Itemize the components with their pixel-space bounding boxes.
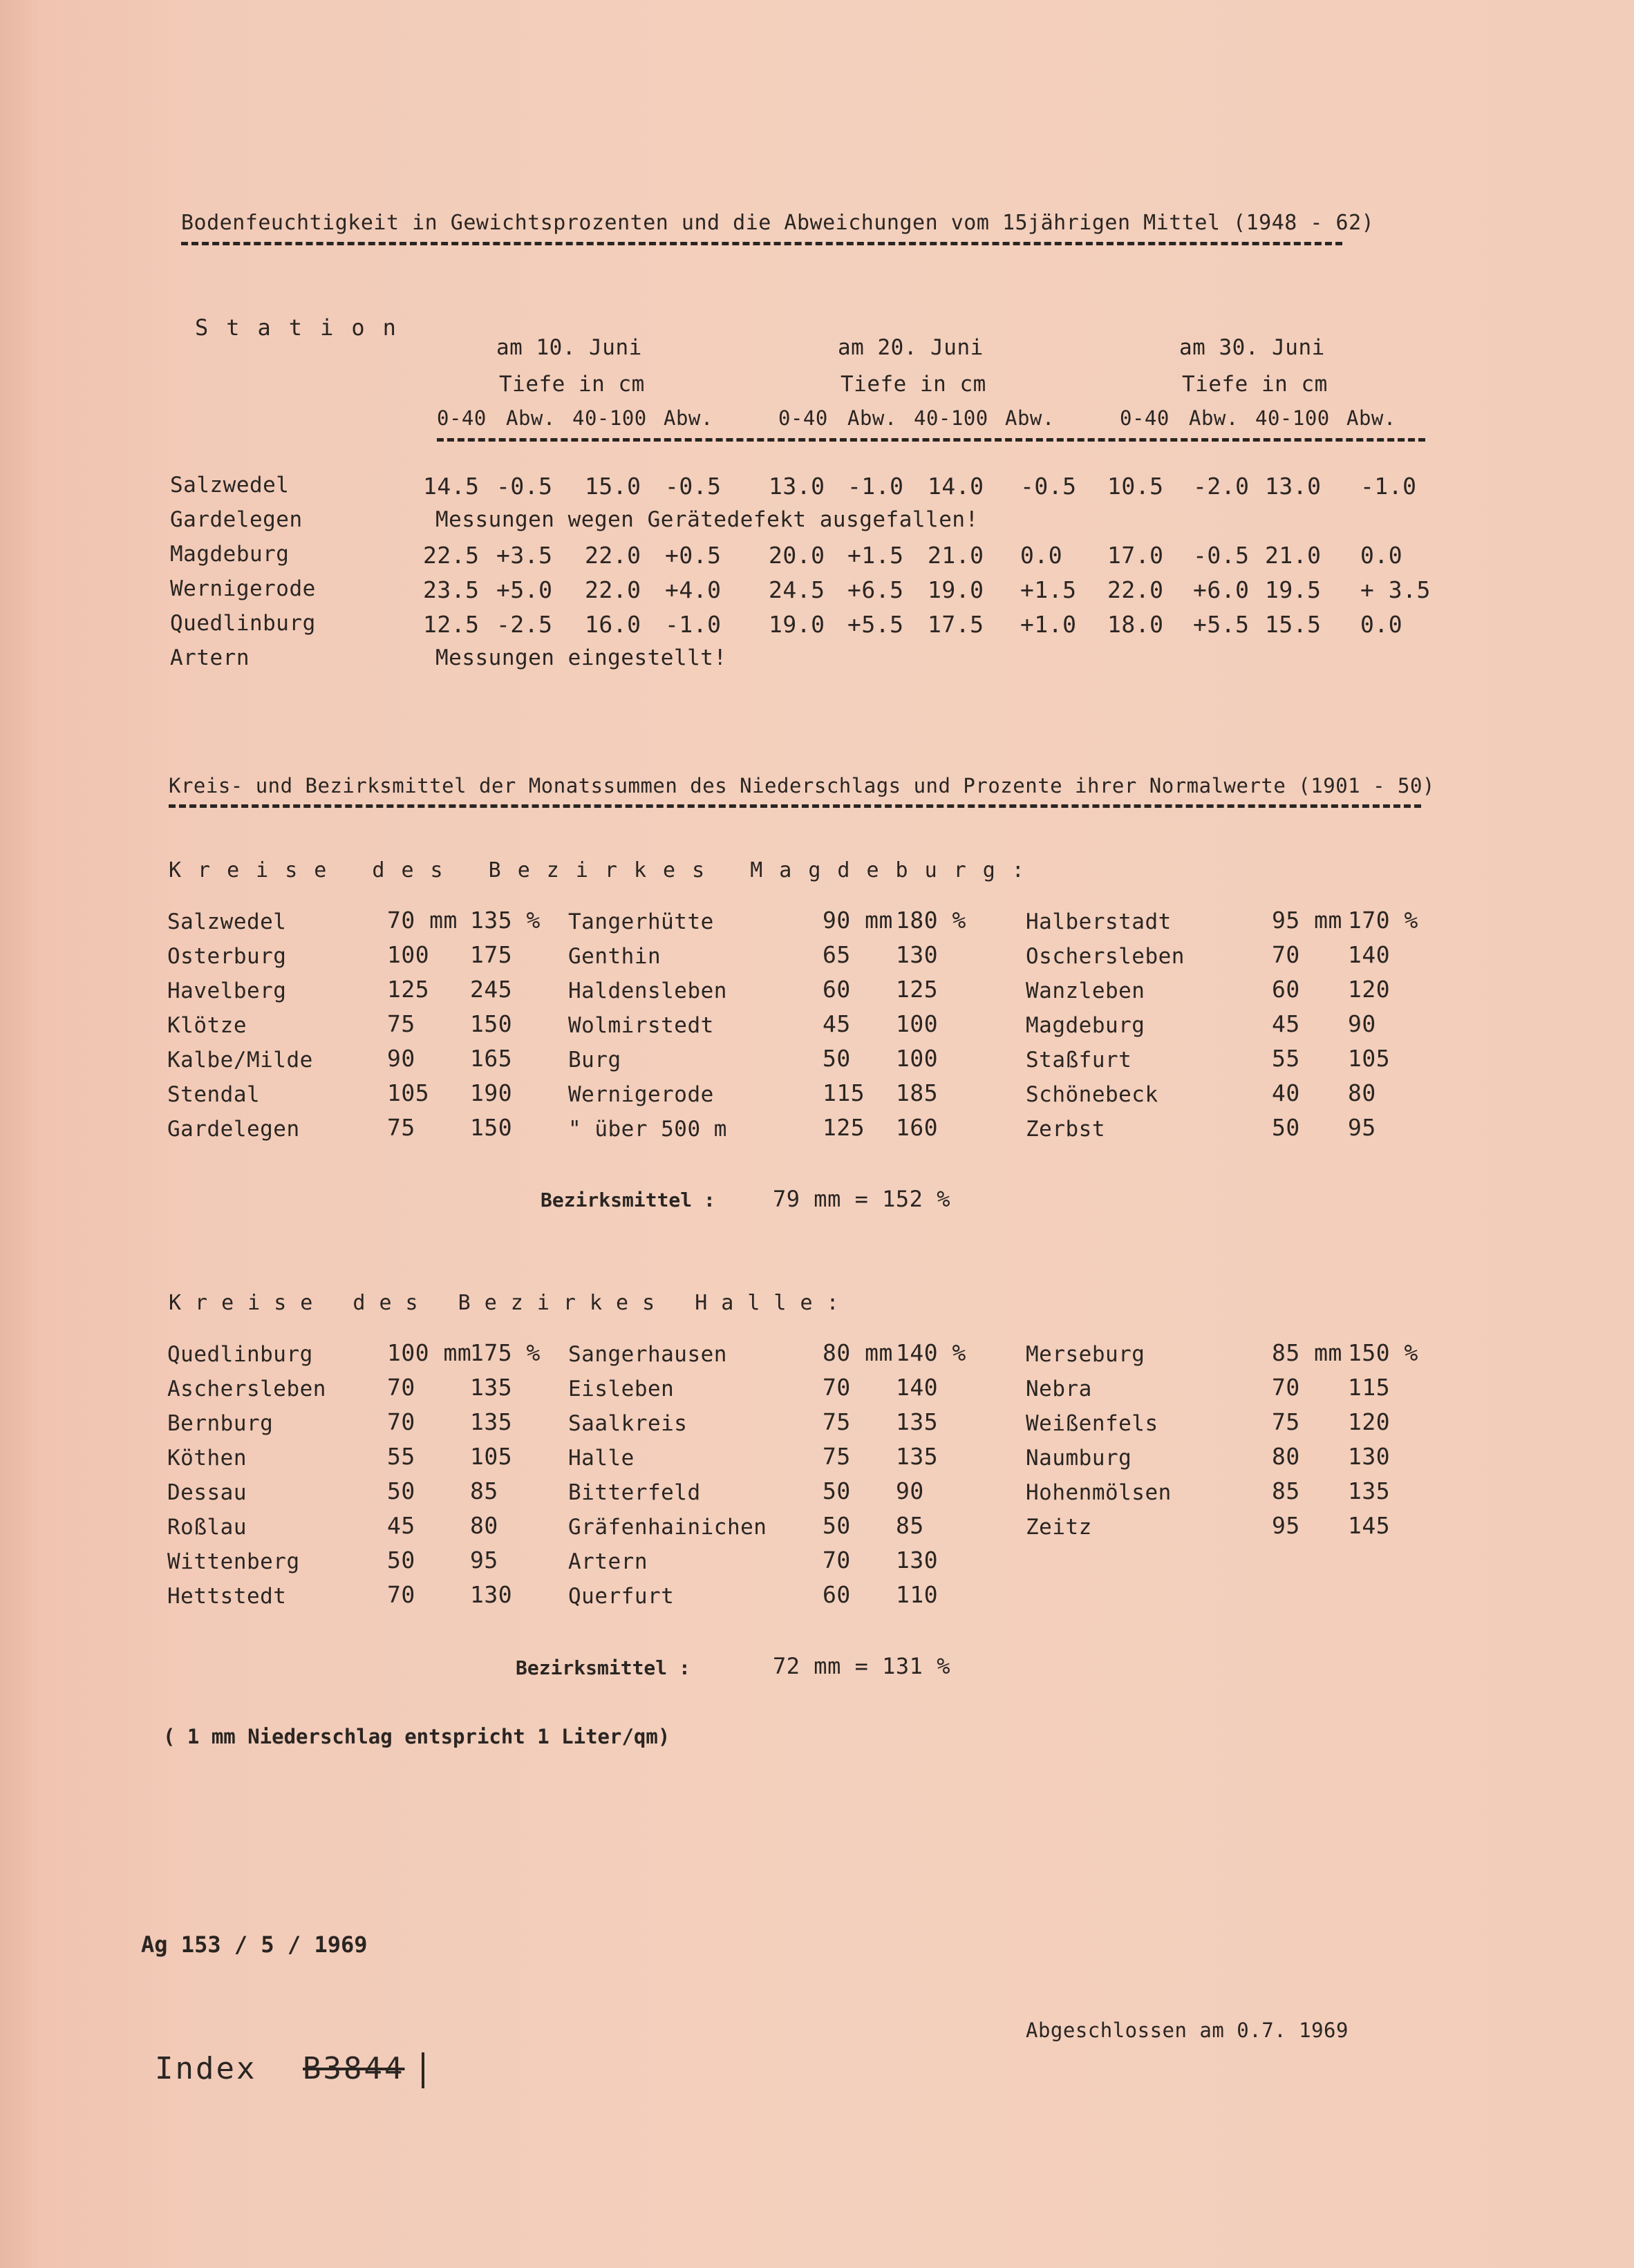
district-name: Naumburg bbox=[1026, 1446, 1132, 1471]
district-mm: 60 bbox=[823, 976, 851, 1003]
district-mm: 50 bbox=[387, 1477, 415, 1504]
district-name: Wittenberg bbox=[167, 1549, 300, 1574]
district-name: Aschersleben bbox=[167, 1377, 326, 1401]
district-name: " über 500 m bbox=[568, 1117, 727, 1142]
district-mm: 70 bbox=[387, 1408, 415, 1435]
depth-header: Tiefe in cm bbox=[499, 372, 645, 397]
district-name: Zerbst bbox=[1026, 1117, 1105, 1142]
station-name: Gardelegen bbox=[170, 507, 303, 532]
soil-value: -1.0 bbox=[665, 611, 722, 638]
district-name: Klötze bbox=[167, 1013, 247, 1038]
district-mm: 70 bbox=[823, 1374, 851, 1401]
halle-mean-value: 72 mm = 131 % bbox=[773, 1653, 950, 1679]
soil-value: 13.0 bbox=[769, 473, 825, 500]
soil-value: 10.5 bbox=[1107, 473, 1164, 500]
district-percent: 150 bbox=[470, 1010, 513, 1037]
station-name: Wernigerode bbox=[170, 576, 316, 601]
soil-value: -1.0 bbox=[847, 473, 904, 500]
district-name: Stendal bbox=[167, 1082, 261, 1107]
magdeburg-heading: Kreise des Bezirkes Magdeburg: bbox=[169, 858, 1041, 882]
district-mm: 70 bbox=[1272, 941, 1300, 968]
district-mm: 50 bbox=[387, 1547, 415, 1574]
district-name: Schönebeck bbox=[1026, 1082, 1158, 1107]
district-percent: 135 bbox=[1348, 1477, 1391, 1504]
district-name: Haldensleben bbox=[568, 979, 727, 1003]
station-note: Messungen wegen Gerätedefekt ausgefallen! bbox=[435, 507, 979, 532]
district-percent: 90 bbox=[896, 1477, 924, 1504]
district-percent: 90 bbox=[1348, 1010, 1376, 1037]
district-mm: 90 bbox=[387, 1045, 415, 1072]
soil-value: +0.5 bbox=[665, 542, 722, 569]
soil-header-underline bbox=[437, 438, 1425, 442]
district-name: Bitterfeld bbox=[568, 1480, 701, 1505]
district-name: Saalkreis bbox=[568, 1411, 688, 1436]
district-percent: 185 bbox=[896, 1079, 939, 1106]
district-mm: 45 bbox=[1272, 1010, 1300, 1037]
district-mm: 75 bbox=[823, 1408, 851, 1435]
soil-value: 0.0 bbox=[1360, 611, 1403, 638]
magdeburg-mean-label: Bezirksmittel : bbox=[541, 1189, 715, 1211]
soil-value: -0.5 bbox=[665, 473, 722, 500]
district-mm: 95 bbox=[1272, 1512, 1300, 1539]
district-percent: 135 bbox=[470, 1374, 513, 1401]
soil-value: 21.0 bbox=[1265, 542, 1322, 569]
date-header: am 30. Juni bbox=[1179, 335, 1325, 360]
district-mm: 85 mm bbox=[1272, 1339, 1342, 1366]
soil-value: 22.5 bbox=[423, 542, 480, 569]
district-percent: 130 bbox=[896, 941, 939, 968]
soil-value: 16.0 bbox=[585, 611, 641, 638]
district-percent: 95 bbox=[1348, 1114, 1376, 1141]
district-percent: 180 % bbox=[896, 907, 966, 934]
district-percent: 140 % bbox=[896, 1339, 966, 1366]
soil-value: 15.0 bbox=[585, 473, 641, 500]
soil-value: +3.5 bbox=[496, 542, 553, 569]
district-percent: 135 bbox=[896, 1443, 939, 1470]
district-mm: 95 mm bbox=[1272, 907, 1342, 934]
station-name: Salzwedel bbox=[170, 473, 290, 498]
station-note: Messungen eingestellt! bbox=[435, 645, 727, 670]
district-name: Tangerhütte bbox=[568, 909, 714, 934]
soil-value: +4.0 bbox=[665, 576, 722, 603]
soil-value: 19.0 bbox=[769, 611, 825, 638]
soil-value: 14.0 bbox=[928, 473, 984, 500]
soil-value: +1.5 bbox=[1020, 576, 1077, 603]
district-percent: 135 bbox=[470, 1408, 513, 1435]
district-percent: 130 bbox=[470, 1581, 513, 1608]
soil-value: -0.5 bbox=[1193, 542, 1250, 569]
district-name: Kalbe/Milde bbox=[167, 1048, 313, 1072]
district-mm: 125 bbox=[823, 1114, 865, 1141]
district-percent: 245 bbox=[470, 976, 513, 1003]
district-name: Merseburg bbox=[1026, 1342, 1145, 1367]
district-percent: 165 bbox=[470, 1045, 513, 1072]
soil-value: 21.0 bbox=[928, 542, 984, 569]
district-percent: 105 bbox=[470, 1443, 513, 1470]
district-percent: 140 bbox=[896, 1374, 939, 1401]
soil-value: 17.5 bbox=[928, 611, 984, 638]
district-percent: 110 bbox=[896, 1581, 939, 1608]
reference-number: Ag 153 / 5 / 1969 bbox=[141, 1931, 368, 1958]
district-name: Wolmirstedt bbox=[568, 1013, 714, 1038]
district-mm: 45 bbox=[823, 1010, 851, 1037]
soil-value: 14.5 bbox=[423, 473, 480, 500]
precip-footnote: ( 1 mm Niederschlag entspricht 1 Liter/qm) bbox=[163, 1725, 670, 1748]
district-name: Hettstedt bbox=[167, 1584, 287, 1609]
district-name: Sangerhausen bbox=[568, 1342, 727, 1367]
district-mm: 100 mm bbox=[387, 1339, 472, 1366]
district-name: Nebra bbox=[1026, 1377, 1092, 1401]
district-name: Artern bbox=[568, 1549, 648, 1574]
column-header: Abw. bbox=[664, 406, 713, 430]
halle-mean-label: Bezirksmittel : bbox=[516, 1656, 691, 1679]
completion-date: Abgeschlossen am 0.7. 1969 bbox=[1026, 2019, 1349, 2042]
magdeburg-mean-value: 79 mm = 152 % bbox=[773, 1186, 950, 1212]
district-mm: 60 bbox=[823, 1581, 851, 1608]
station-name: Artern bbox=[170, 645, 250, 670]
column-header: Abw. bbox=[506, 406, 556, 430]
column-header: 40-100 bbox=[914, 406, 988, 430]
district-percent: 160 bbox=[896, 1114, 939, 1141]
precip-title: Kreis- und Bezirksmittel der Monatssummen des Niederschlags und Prozente ihrer Normalwerte (1901 - 50) bbox=[169, 774, 1421, 808]
district-name: Halberstadt bbox=[1026, 909, 1172, 934]
soil-value: -1.0 bbox=[1360, 473, 1417, 500]
district-percent: 125 bbox=[896, 976, 939, 1003]
index-bar bbox=[422, 2052, 424, 2088]
soil-value: 24.5 bbox=[769, 576, 825, 603]
district-mm: 50 bbox=[823, 1512, 851, 1539]
district-percent: 95 bbox=[470, 1547, 498, 1574]
soil-value: -2.5 bbox=[496, 611, 553, 638]
district-mm: 65 bbox=[823, 941, 851, 968]
district-name: Genthin bbox=[568, 944, 661, 969]
district-mm: 80 mm bbox=[823, 1339, 893, 1366]
district-mm: 50 bbox=[1272, 1114, 1300, 1141]
district-name: Roßlau bbox=[167, 1515, 247, 1540]
district-name: Wanzleben bbox=[1026, 979, 1145, 1003]
district-percent: 80 bbox=[1348, 1079, 1376, 1106]
soil-value: 0.0 bbox=[1360, 542, 1403, 569]
district-name: Salzwedel bbox=[167, 909, 287, 934]
district-percent: 85 bbox=[896, 1512, 924, 1539]
column-header: 40-100 bbox=[572, 406, 647, 430]
district-name: Dessau bbox=[167, 1480, 247, 1505]
soil-value: 23.5 bbox=[423, 576, 480, 603]
district-percent: 115 bbox=[1348, 1374, 1391, 1401]
soil-value: +1.0 bbox=[1020, 611, 1077, 638]
district-name: Gardelegen bbox=[167, 1117, 300, 1142]
district-mm: 80 bbox=[1272, 1443, 1300, 1470]
district-percent: 105 bbox=[1348, 1045, 1391, 1072]
district-mm: 70 bbox=[1272, 1374, 1300, 1401]
district-mm: 75 bbox=[387, 1114, 415, 1141]
index-label: Index bbox=[155, 2051, 257, 2086]
soil-title: Bodenfeuchtigkeit in Gewichtsprozenten und die Abweichungen vom 15jährigen Mittel (1948 - 62) bbox=[181, 211, 1342, 245]
column-header: Abw. bbox=[847, 406, 897, 430]
district-name: Bernburg bbox=[167, 1411, 274, 1436]
column-header: Abw. bbox=[1346, 406, 1396, 430]
district-mm: 45 bbox=[387, 1512, 415, 1539]
district-mm: 70 mm bbox=[387, 907, 458, 934]
district-name: Weißenfels bbox=[1026, 1411, 1158, 1436]
district-mm: 75 bbox=[1272, 1408, 1300, 1435]
district-percent: 135 % bbox=[470, 907, 541, 934]
soil-value: 22.0 bbox=[585, 576, 641, 603]
column-header: 0-40 bbox=[778, 406, 828, 430]
district-mm: 125 bbox=[387, 976, 430, 1003]
soil-value: +1.5 bbox=[847, 542, 904, 569]
district-percent: 100 bbox=[896, 1010, 939, 1037]
district-mm: 85 bbox=[1272, 1477, 1300, 1504]
district-mm: 100 bbox=[387, 941, 430, 968]
soil-value: + 3.5 bbox=[1360, 576, 1431, 603]
district-mm: 55 bbox=[387, 1443, 415, 1470]
district-name: Köthen bbox=[167, 1446, 247, 1471]
district-percent: 175 % bbox=[470, 1339, 541, 1366]
district-mm: 50 bbox=[823, 1045, 851, 1072]
district-mm: 70 bbox=[823, 1547, 851, 1574]
index-value: B3844 bbox=[303, 2051, 405, 2086]
district-name: Burg bbox=[568, 1048, 621, 1072]
district-mm: 50 bbox=[823, 1477, 851, 1504]
district-name: Halle bbox=[568, 1446, 635, 1471]
district-mm: 115 bbox=[823, 1079, 865, 1106]
soil-value: -0.5 bbox=[1020, 473, 1077, 500]
column-header: 40-100 bbox=[1255, 406, 1330, 430]
soil-value: 13.0 bbox=[1265, 473, 1322, 500]
district-percent: 120 bbox=[1348, 1408, 1391, 1435]
soil-value: -2.0 bbox=[1193, 473, 1250, 500]
soil-value: +5.5 bbox=[847, 611, 904, 638]
district-name: Eisleben bbox=[568, 1377, 675, 1401]
district-mm: 70 bbox=[387, 1581, 415, 1608]
station-label: Station bbox=[195, 314, 414, 341]
soil-value: +6.0 bbox=[1193, 576, 1250, 603]
column-header: Abw. bbox=[1189, 406, 1239, 430]
district-percent: 190 bbox=[470, 1079, 513, 1106]
soil-value: 20.0 bbox=[769, 542, 825, 569]
district-name: Magdeburg bbox=[1026, 1013, 1145, 1038]
district-percent: 170 % bbox=[1348, 907, 1418, 934]
soil-value: -0.5 bbox=[496, 473, 553, 500]
district-name: Osterburg bbox=[167, 944, 287, 969]
district-name: Staßfurt bbox=[1026, 1048, 1132, 1072]
district-name: Havelberg bbox=[167, 979, 287, 1003]
column-header: Abw. bbox=[1005, 406, 1055, 430]
district-percent: 80 bbox=[470, 1512, 498, 1539]
district-mm: 40 bbox=[1272, 1079, 1300, 1106]
soil-value: 19.5 bbox=[1265, 576, 1322, 603]
soil-value: +6.5 bbox=[847, 576, 904, 603]
station-name: Magdeburg bbox=[170, 542, 290, 567]
district-name: Quedlinburg bbox=[167, 1342, 313, 1367]
depth-header: Tiefe in cm bbox=[841, 372, 986, 397]
soil-value: +5.0 bbox=[496, 576, 553, 603]
district-mm: 75 bbox=[823, 1443, 851, 1470]
district-percent: 140 bbox=[1348, 941, 1391, 968]
district-percent: 100 bbox=[896, 1045, 939, 1072]
soil-value: +5.5 bbox=[1193, 611, 1250, 638]
district-mm: 55 bbox=[1272, 1045, 1300, 1072]
district-name: Wernigerode bbox=[568, 1082, 714, 1107]
soil-value: 12.5 bbox=[423, 611, 480, 638]
column-header: 0-40 bbox=[437, 406, 487, 430]
district-name: Oschersleben bbox=[1026, 944, 1185, 969]
date-header: am 20. Juni bbox=[838, 335, 984, 360]
date-header: am 10. Juni bbox=[496, 335, 642, 360]
district-percent: 130 bbox=[896, 1547, 939, 1574]
district-mm: 90 mm bbox=[823, 907, 893, 934]
soil-value: 18.0 bbox=[1107, 611, 1164, 638]
district-mm: 105 bbox=[387, 1079, 430, 1106]
district-mm: 75 bbox=[387, 1010, 415, 1037]
halle-heading: Kreise des Bezirkes Halle: bbox=[169, 1291, 853, 1315]
district-percent: 150 bbox=[470, 1114, 513, 1141]
district-percent: 135 bbox=[896, 1408, 939, 1435]
soil-value: 17.0 bbox=[1107, 542, 1164, 569]
district-percent: 120 bbox=[1348, 976, 1391, 1003]
soil-value: 22.0 bbox=[585, 542, 641, 569]
district-mm: 60 bbox=[1272, 976, 1300, 1003]
district-percent: 145 bbox=[1348, 1512, 1391, 1539]
district-name: Zeitz bbox=[1026, 1515, 1092, 1540]
soil-value: 15.5 bbox=[1265, 611, 1322, 638]
soil-value: 19.0 bbox=[928, 576, 984, 603]
district-mm: 70 bbox=[387, 1374, 415, 1401]
district-percent: 85 bbox=[470, 1477, 498, 1504]
column-header: 0-40 bbox=[1120, 406, 1170, 430]
district-percent: 130 bbox=[1348, 1443, 1391, 1470]
district-percent: 175 bbox=[470, 941, 513, 968]
station-name: Quedlinburg bbox=[170, 611, 316, 636]
soil-value: 22.0 bbox=[1107, 576, 1164, 603]
district-percent: 150 % bbox=[1348, 1339, 1418, 1366]
district-name: Gräfenhainichen bbox=[568, 1515, 767, 1540]
district-name: Querfurt bbox=[568, 1584, 675, 1609]
soil-value: 0.0 bbox=[1020, 542, 1063, 569]
district-name: Hohenmölsen bbox=[1026, 1480, 1172, 1505]
depth-header: Tiefe in cm bbox=[1182, 372, 1328, 397]
